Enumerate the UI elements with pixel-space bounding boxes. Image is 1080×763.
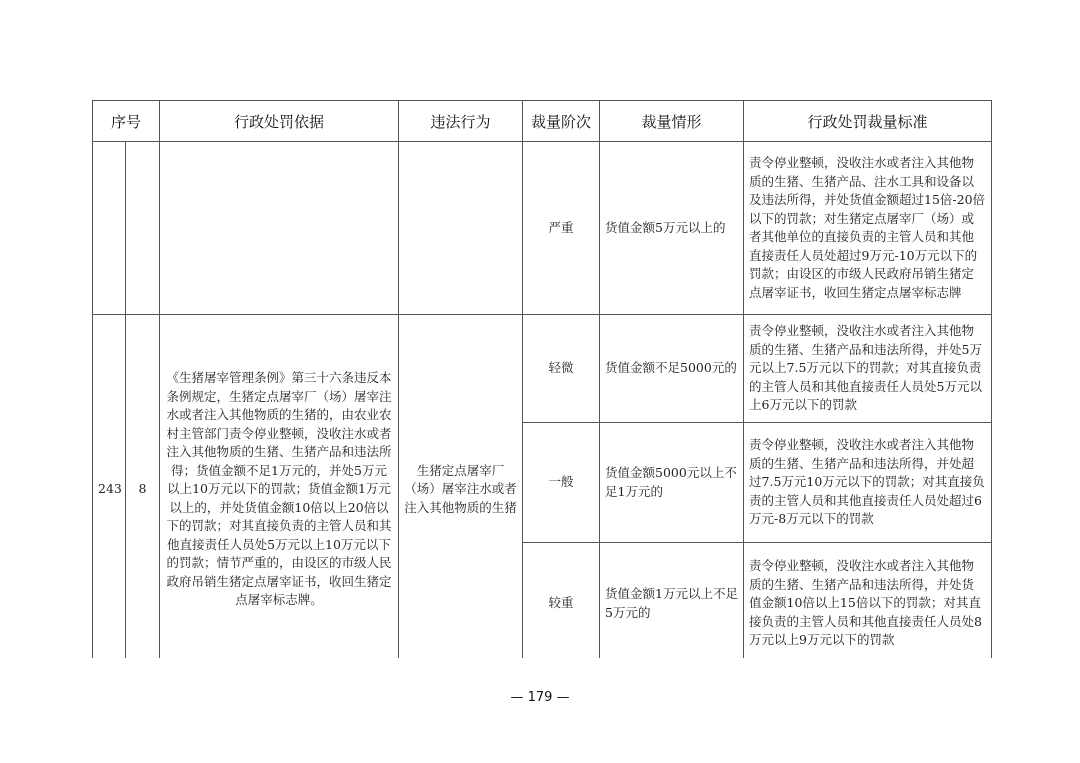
penalty-table — [92, 100, 992, 658]
page-number: — 179 — — [510, 690, 570, 705]
header-seq: 序号 — [93, 101, 160, 142]
situation-cell: 货值金额不足5000元的 — [600, 315, 744, 423]
header-standard: 行政处罚裁量标准 — [744, 101, 992, 142]
seq-cell: 243 — [93, 315, 126, 659]
sub-cell-empty — [126, 142, 160, 315]
table-row — [93, 315, 992, 423]
situation-cell: 货值金额1万元以上不足5万元的 — [600, 543, 744, 659]
situation-cell: 货值金额5000元以上不足1万元的 — [600, 423, 744, 543]
standard-cell: 责令停业整顿，没收注水或者注入其他物质的生猪、生猪产品和违法所得，并处超过7.5万元10万元以下的罚款；对其直接负责的主管人员和其他直接责任人员处超过6万元-8万元以下的罚款 — [744, 423, 992, 543]
situation-cell: 货值金额5万元以上的 — [600, 142, 744, 315]
level-cell: 轻微 — [523, 315, 600, 423]
standard-cell: 责令停业整顿，没收注水或者注入其他物质的生猪、生猪产品和违法所得，并处5万元以上7.5万元以下的罚款；对其直接负责的主管人员和其他直接责任人员处5万元以上6万元以下的罚款 — [744, 315, 992, 423]
level-cell: 较重 — [523, 543, 600, 659]
header-row — [93, 101, 992, 142]
violation-cell-empty — [399, 142, 523, 315]
sub-seq-cell: 8 — [126, 315, 160, 659]
violation-cell: 生猪定点屠宰厂（场）屠宰注水或者注入其他物质的生猪 — [399, 315, 523, 659]
header-basis: 行政处罚依据 — [160, 101, 399, 142]
basis-cell: 《生猪屠宰管理条例》第三十六条违反本条例规定，生猪定点屠宰厂（场）屠宰注水或者注入其他物质的生猪的，由农业农村主管部门责令停业整顿，没收注水或者注入其他物质的生猪、生猪产品和违法所得；货值金额不足1万元的，并处5万元以上10万元以下的罚款；货值金额1万元以上的，并处货值金额10倍以上20倍以下的罚款；对其直接负责的主管人员和其他直接责任人员处5万元以上10万元以下的罚款；情节严重的，由设区的市级人民政府吊销生猪定点屠宰证书，收回生猪定点屠宰标志牌。 — [160, 315, 399, 659]
level-cell: 严重 — [523, 142, 600, 315]
header-violation: 违法行为 — [399, 101, 523, 142]
standard-cell: 责令停业整顿，没收注水或者注入其他物质的生猪、生猪产品和违法所得，并处货值金额10倍以上15倍以下的罚款；对其直接负责的主管人员和其他直接责任人员处8万元以上9万元以下的罚款 — [744, 543, 992, 659]
table-row — [93, 142, 992, 315]
standard-cell: 责令停业整顿，没收注水或者注入其他物质的生猪、生猪产品、注水工具和设备以及违法所得，并处货值金额超过15倍-20倍以下的罚款；对生猪定点屠宰厂（场）或者其他单位的直接负责的主管人员和其他直接责任人员处超过9万元-10万元以下的罚款；由设区的市级人民政府吊销生猪定点屠宰证书，收回生猪定点屠宰标志牌 — [744, 142, 992, 315]
header-situation: 裁量情形 — [600, 101, 744, 142]
basis-cell-empty — [160, 142, 399, 315]
level-cell: 一般 — [523, 423, 600, 543]
seq-cell-empty — [93, 142, 126, 315]
header-level: 裁量阶次 — [523, 101, 600, 142]
